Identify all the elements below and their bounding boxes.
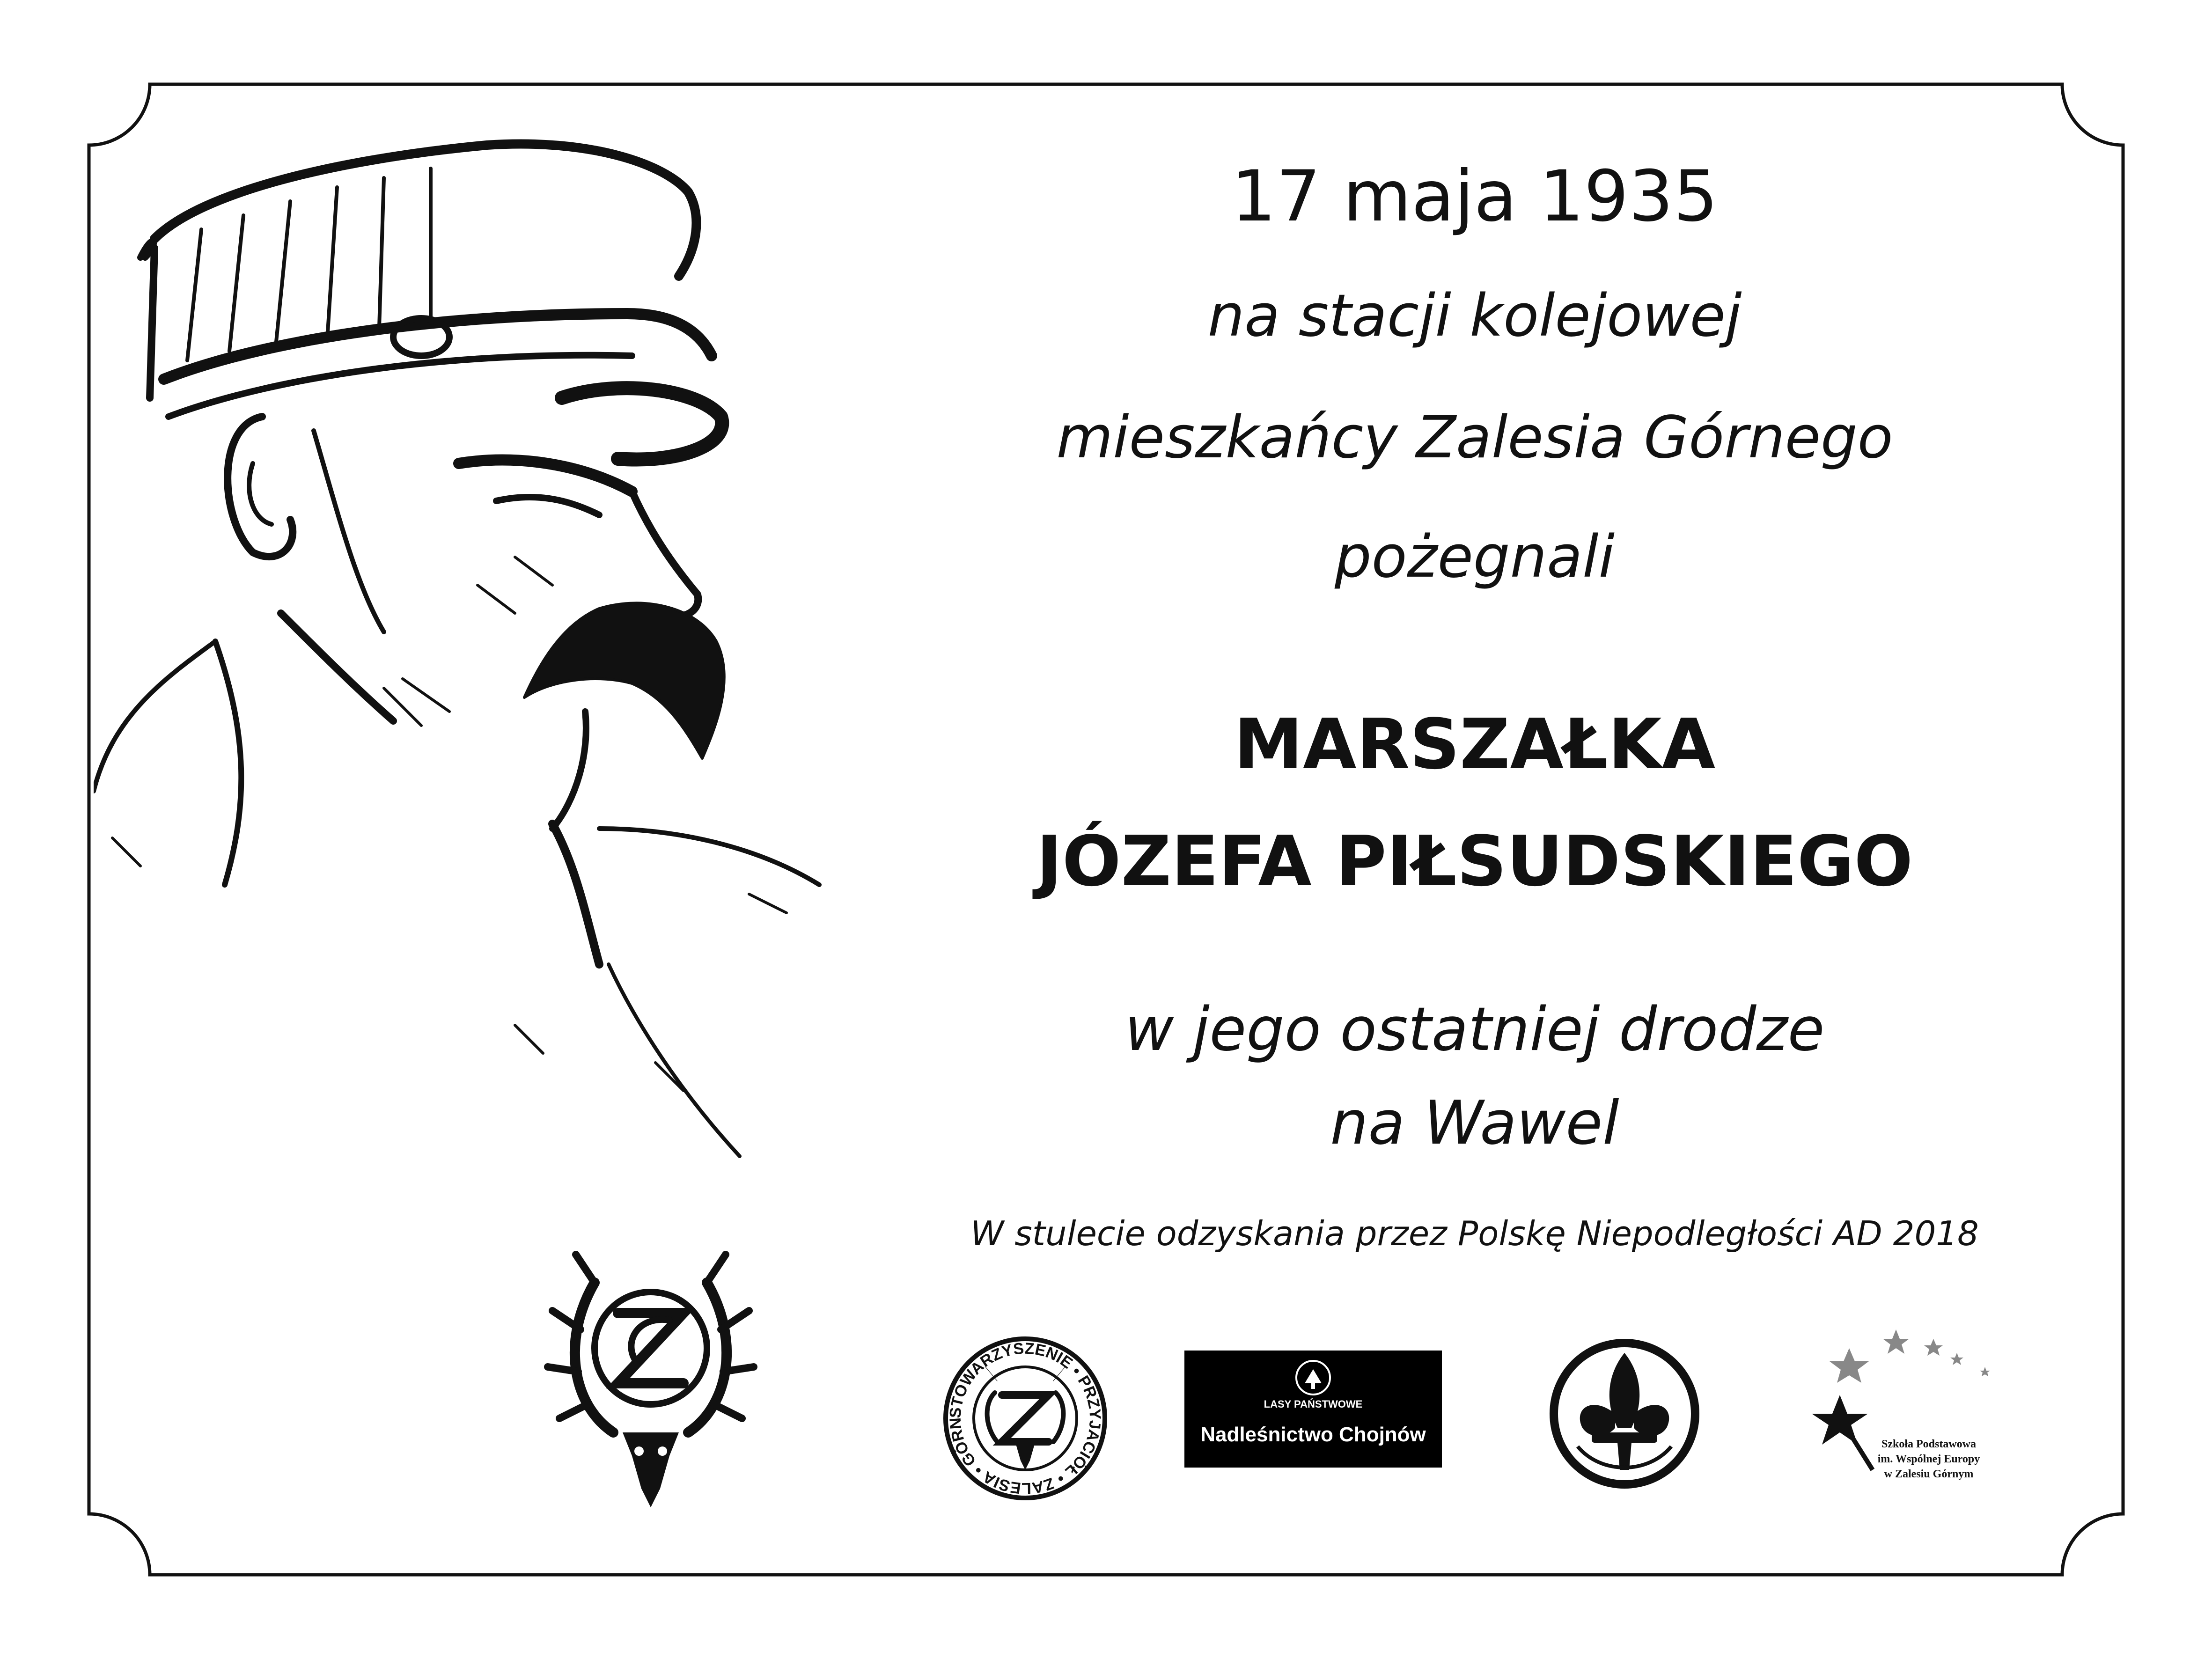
journey-line-2: na Wawel: [1330, 1088, 1619, 1158]
school-logo: [1802, 1320, 1999, 1507]
society-ring-text: STOWARZYSZENIE • PRZYJACIÓŁ • ZALESIA • GÓRN: [946, 1339, 1104, 1498]
residents-line: mieszkańcy Zalesia Górnego: [1056, 404, 1893, 471]
scout-lily-icon: [1545, 1334, 1704, 1493]
forestry-badge-icon: [1294, 1359, 1332, 1396]
society-seal-logo: [941, 1334, 1110, 1503]
portrait-sketch: [94, 136, 852, 1189]
school-line-3: w Zalesiu Górnym: [1884, 1468, 1974, 1480]
society-seal-icon: [941, 1334, 1110, 1503]
school-line-2: im. Wspólnej Europy: [1877, 1453, 1980, 1465]
journey-line-1: w jego ostatniej drodze: [1124, 995, 1825, 1064]
station-line: na stacji kolejowej: [1207, 282, 1742, 350]
forestry-small-text: LASY PAŃSTWOWE: [1264, 1398, 1363, 1410]
farewell-line: pożegnali: [1334, 523, 1615, 591]
dedication-line: W stulecie odzyskania przez Polskę Niepodległości AD 2018: [970, 1214, 1979, 1253]
name-line-1: MARSZAŁKA: [1234, 704, 1716, 785]
zg-monogram-antlers-icon: [543, 1236, 758, 1517]
forestry-label: Nadleśnictwo Chojnów: [1200, 1423, 1426, 1446]
name-line-2: JÓZEFA PIŁSUDSKIEGO: [1036, 821, 1913, 902]
date-line: 17 maja 1935: [1231, 156, 1718, 237]
school-line-1: Szkoła Podstawowa: [1881, 1438, 1977, 1450]
forestry-badge: [1184, 1351, 1442, 1468]
